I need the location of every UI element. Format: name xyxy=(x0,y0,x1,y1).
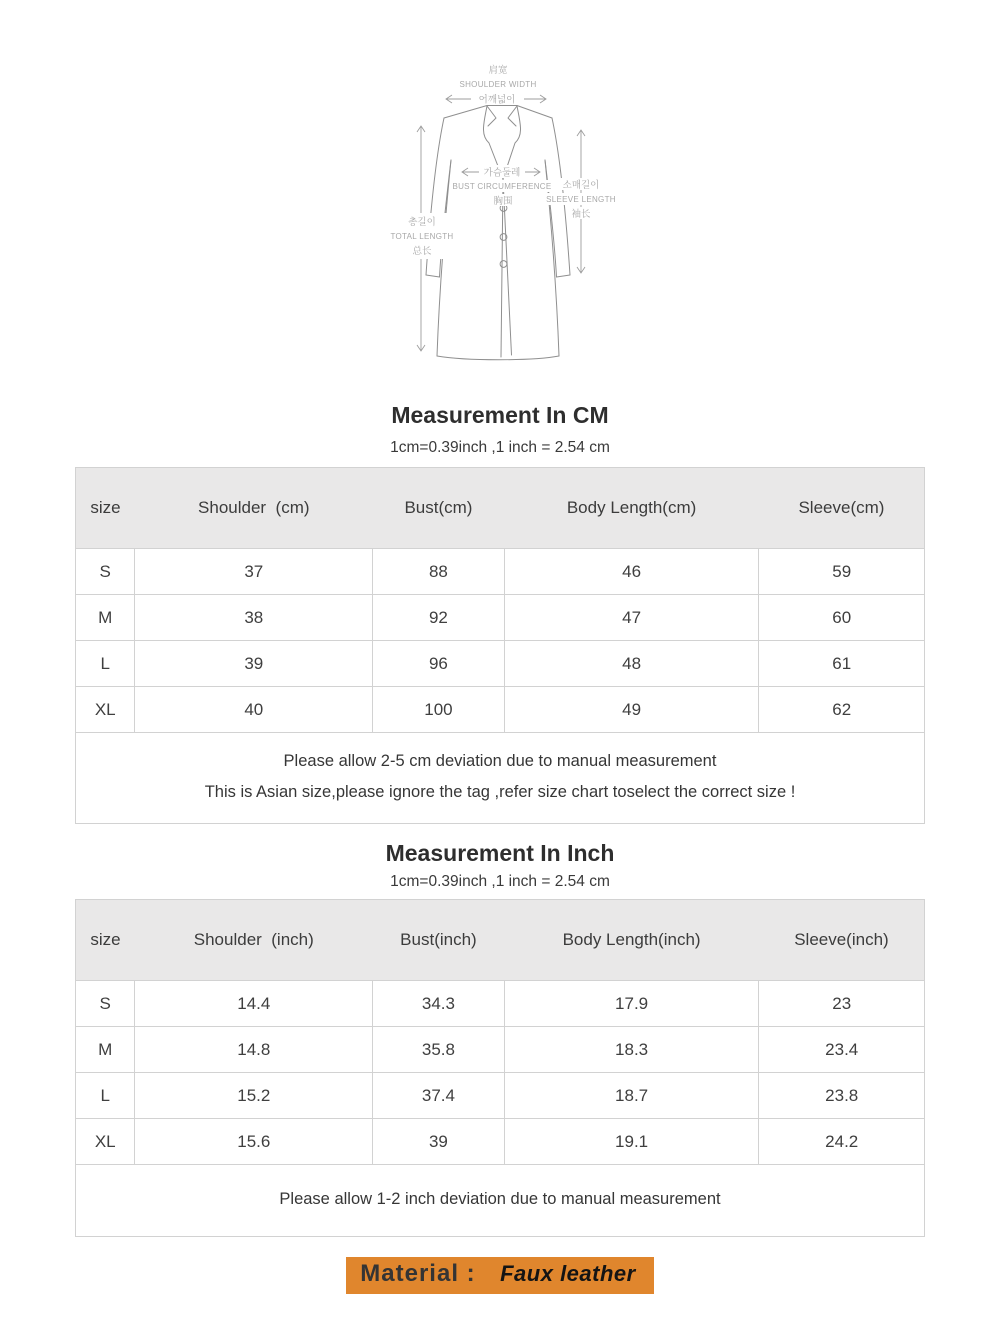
table-cell: 37.4 xyxy=(373,1073,505,1119)
cm-col-header-sleeve: Sleeve(cm) xyxy=(759,468,925,549)
inch-row-xl xyxy=(76,1119,925,1165)
table-cell: S xyxy=(76,981,135,1027)
inch-table-header-row xyxy=(76,900,925,981)
table-cell: S xyxy=(76,549,135,595)
table-cell: L xyxy=(76,641,135,687)
material-label: Material : xyxy=(360,1260,476,1287)
inch-col-header-shoulder: Shoulder (inch) xyxy=(135,900,373,981)
cm-col-header-bust: Bust(cm) xyxy=(373,468,505,549)
table-cell: 18.3 xyxy=(504,1027,759,1073)
cm-row-l xyxy=(76,641,925,687)
inch-col-header-body-length: Body Length(inch) xyxy=(504,900,759,981)
shoulder-label-cn: 肩宽 xyxy=(488,65,508,76)
table-cell: 19.1 xyxy=(504,1119,759,1165)
table-cell: 23.4 xyxy=(759,1027,925,1073)
table-cell: 18.7 xyxy=(504,1073,759,1119)
cm-row-xl xyxy=(76,687,925,733)
inch-size-table xyxy=(75,899,925,1237)
cm-note-deviation: Please allow 2-5 cm deviation due to manual measurement xyxy=(283,752,717,770)
inch-note-row xyxy=(76,1165,925,1237)
material-value: Faux leather xyxy=(500,1261,636,1286)
sleeve-label-cn: 袖长 xyxy=(571,209,591,220)
table-cell: M xyxy=(76,1027,135,1073)
table-cell: 46 xyxy=(504,549,759,595)
table-cell: 14.4 xyxy=(135,981,373,1027)
bust-label-kr: 가슴둘레 xyxy=(483,167,521,179)
material-highlight-bar xyxy=(346,1257,653,1294)
cm-row-m xyxy=(76,595,925,641)
table-cell: 40 xyxy=(135,687,373,733)
table-cell: L xyxy=(76,1073,135,1119)
inch-col-header-bust: Bust(inch) xyxy=(373,900,505,981)
material-section xyxy=(0,1257,1000,1294)
inch-col-header-sleeve: Sleeve(inch) xyxy=(759,900,925,981)
table-cell: 61 xyxy=(759,641,925,687)
table-cell: 96 xyxy=(373,641,505,687)
table-cell: 100 xyxy=(373,687,505,733)
coat-diagram-container xyxy=(0,0,1000,378)
table-cell: 23.8 xyxy=(759,1073,925,1119)
table-cell: 39 xyxy=(135,641,373,687)
table-cell: 88 xyxy=(373,549,505,595)
bust-label-en: BUST CIRCUMFERENCE xyxy=(452,182,552,191)
table-cell: 38 xyxy=(135,595,373,641)
shoulder-label-kr: 어깨넓이 xyxy=(478,94,516,106)
sleeve-label-en: SLEEVE LENGTH xyxy=(546,195,616,204)
cm-size-table xyxy=(75,467,925,824)
table-cell: 15.6 xyxy=(135,1119,373,1165)
table-cell: 59 xyxy=(759,549,925,595)
total-length-label-en: TOTAL LENGTH xyxy=(390,232,454,241)
total-length-label-kr: 총길이 xyxy=(408,217,436,228)
cm-note-asian-size: This is Asian size,please ignore the tag ,refer size chart toselect the correct size ! xyxy=(204,783,796,801)
table-cell: 23 xyxy=(759,981,925,1027)
table-cell: 47 xyxy=(504,595,759,641)
cm-note-cell xyxy=(76,733,925,824)
table-cell: 17.9 xyxy=(504,981,759,1027)
table-cell: 60 xyxy=(759,595,925,641)
coat-measurement-diagram xyxy=(384,48,646,378)
table-cell: 24.2 xyxy=(759,1119,925,1165)
cm-table-header-row xyxy=(76,468,925,549)
cm-row-s xyxy=(76,549,925,595)
table-cell: 49 xyxy=(504,687,759,733)
sleeve-label-kr: 소매길이 xyxy=(562,180,600,191)
table-cell: 35.8 xyxy=(373,1027,505,1073)
total-length-label-cn: 总长 xyxy=(412,246,432,257)
table-cell: 34.3 xyxy=(373,981,505,1027)
table-cell: 92 xyxy=(373,595,505,641)
table-cell: XL xyxy=(76,687,135,733)
cm-note-row xyxy=(76,733,925,824)
cm-col-header-body-length: Body Length(cm) xyxy=(504,468,759,549)
shoulder-label-en: SHOULDER WIDTH xyxy=(459,80,537,89)
inch-conversion-note: 1cm=0.39inch ,1 inch = 2.54 cm xyxy=(390,873,610,890)
inch-note-cell xyxy=(76,1165,925,1237)
inch-row-m xyxy=(76,1027,925,1073)
bust-label-cn: 胸围 xyxy=(493,196,513,207)
cm-col-header-size: size xyxy=(76,468,135,549)
inch-row-s xyxy=(76,981,925,1027)
inch-note-deviation: Please allow 1-2 inch deviation due to manual measurement xyxy=(279,1190,721,1208)
cm-col-header-shoulder: Shoulder (cm) xyxy=(135,468,373,549)
table-cell: 15.2 xyxy=(135,1073,373,1119)
table-cell: XL xyxy=(76,1119,135,1165)
table-cell: 48 xyxy=(504,641,759,687)
cm-conversion-note: 1cm=0.39inch ,1 inch = 2.54 cm xyxy=(390,439,610,456)
inch-section-title: Measurement In Inch xyxy=(385,840,615,866)
inch-row-l xyxy=(76,1073,925,1119)
table-cell: 37 xyxy=(135,549,373,595)
table-cell: 14.8 xyxy=(135,1027,373,1073)
table-cell: 62 xyxy=(759,687,925,733)
inch-col-header-size: size xyxy=(76,900,135,981)
table-cell: 39 xyxy=(373,1119,505,1165)
cm-section-title: Measurement In CM xyxy=(391,402,609,428)
table-cell: M xyxy=(76,595,135,641)
